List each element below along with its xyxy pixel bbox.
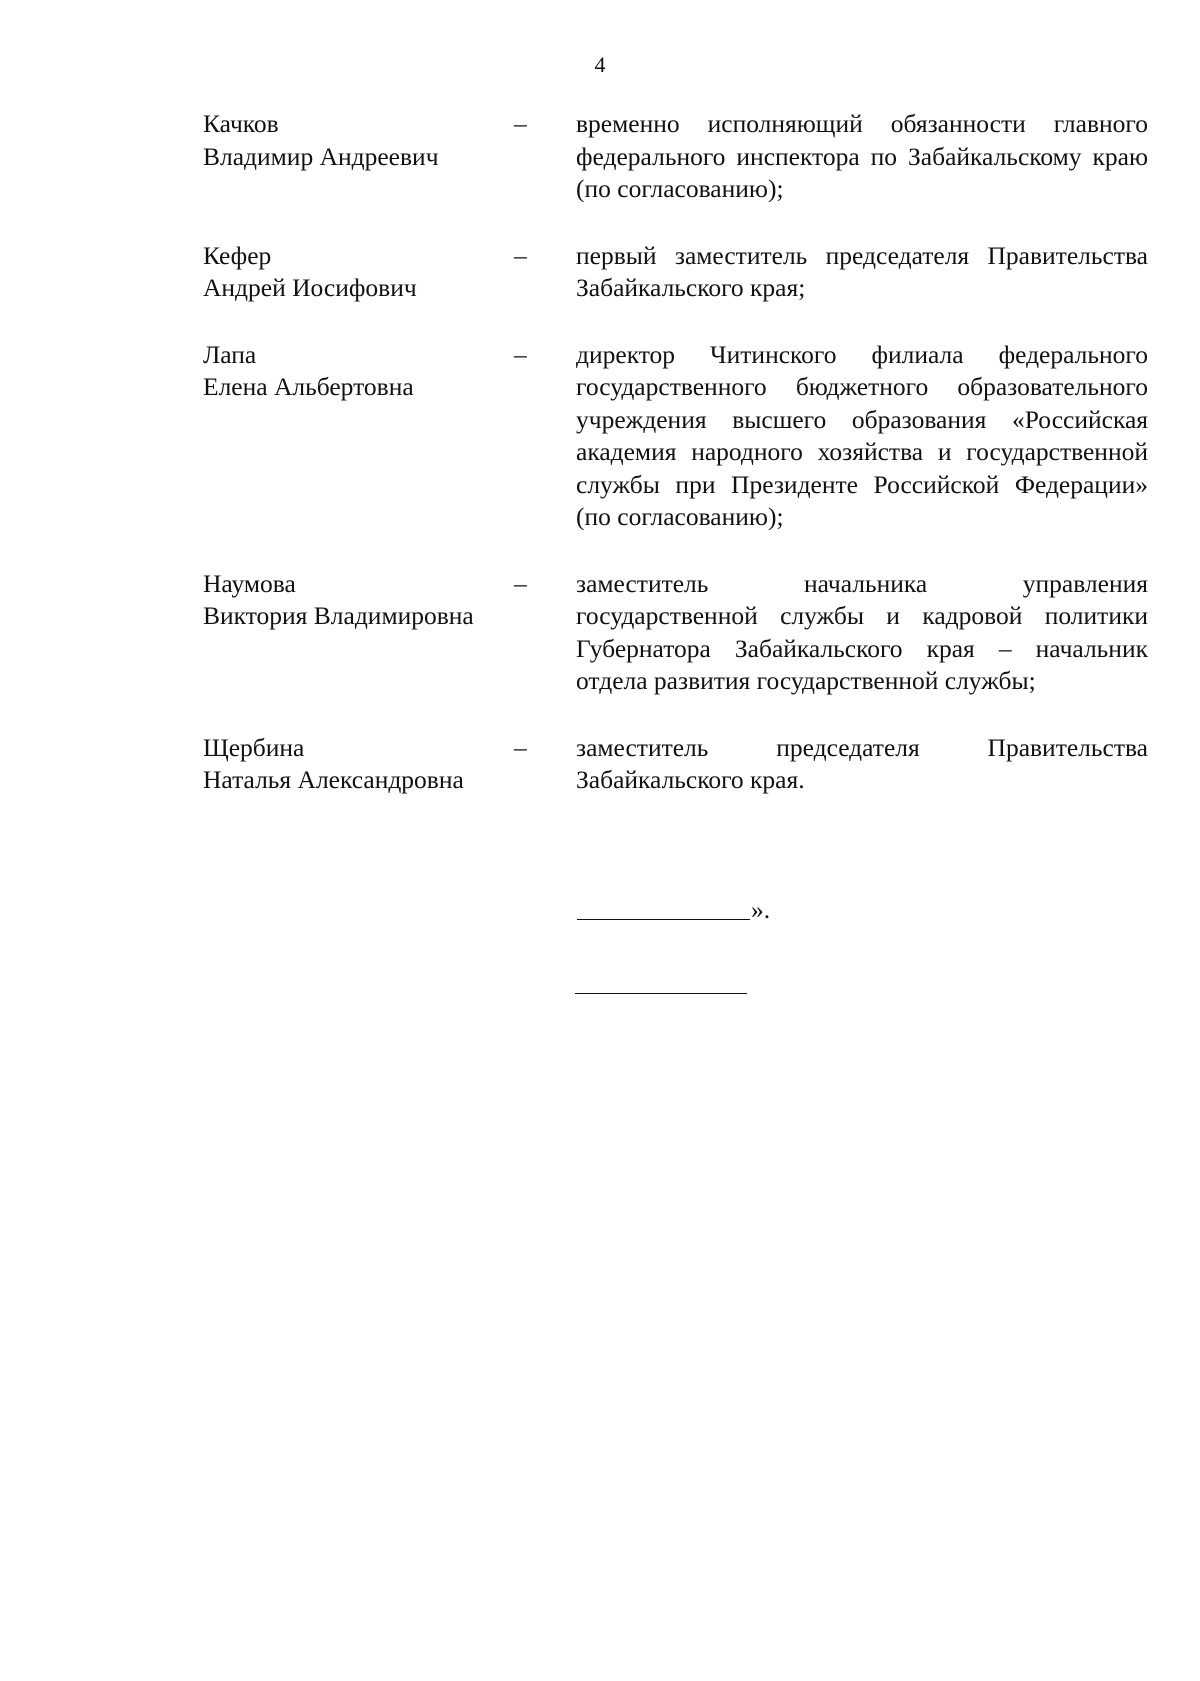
- member-entry: [203, 108, 1148, 206]
- end-of-document-rule: [575, 993, 747, 994]
- separator-dash: –: [514, 109, 527, 138]
- member-position: заместитель председателя Правительства Забайкальского края.: [576, 732, 1148, 794]
- member-surname: Кефер: [203, 240, 272, 270]
- page-number: 4: [594, 52, 606, 77]
- member-surname: Наумова: [203, 568, 296, 598]
- member-position: первый заместитель председателя Правительства Забайкальского края;: [576, 240, 1148, 302]
- member-name: [203, 240, 511, 305]
- member-given-names: Елена Альбертовна: [203, 372, 414, 401]
- closing-rule: [577, 919, 750, 920]
- member-name: [203, 568, 511, 633]
- closing-quote: ».: [751, 895, 771, 924]
- separator-dash: –: [514, 568, 527, 598]
- member-position: временно исполняющий обязанности главного федерального инспектора по Забайкальскому краю (по согласованию);: [576, 109, 1148, 203]
- member-name: [203, 339, 511, 404]
- separator-dash: –: [514, 732, 527, 762]
- member-entry: [203, 339, 1148, 534]
- commission-member-list: [203, 108, 1148, 797]
- member-entry: [203, 568, 1148, 698]
- closing-mark: [577, 895, 770, 925]
- member-name: [203, 108, 511, 173]
- member-given-names: Наталья Александровна: [203, 765, 464, 794]
- member-entry: [203, 240, 1148, 305]
- member-surname: Лапа: [203, 339, 257, 369]
- member-surname: Качков: [203, 109, 279, 138]
- member-given-names: Владимир Андреевич: [203, 141, 439, 171]
- member-given-names: Виктория Владимировна: [203, 601, 474, 630]
- separator-dash: –: [514, 240, 527, 270]
- member-name: [203, 732, 511, 797]
- member-surname: Щербина: [203, 732, 305, 762]
- member-position: заместитель начальника управления государственной службы и кадровой политики Губернатора Забайкальского края – начальник отдела развития государственной службы;: [576, 568, 1148, 695]
- member-position: директор Читинского филиала федерального государственного бюджетного образовательного учреждения высшего образования «Российская академия народного хозяйства и государственной службы при Президенте Российской Федерации» (по согласованию);: [576, 339, 1148, 531]
- member-given-names: Андрей Иосифович: [203, 273, 417, 302]
- member-entry: [203, 732, 1148, 797]
- separator-dash: –: [514, 339, 527, 369]
